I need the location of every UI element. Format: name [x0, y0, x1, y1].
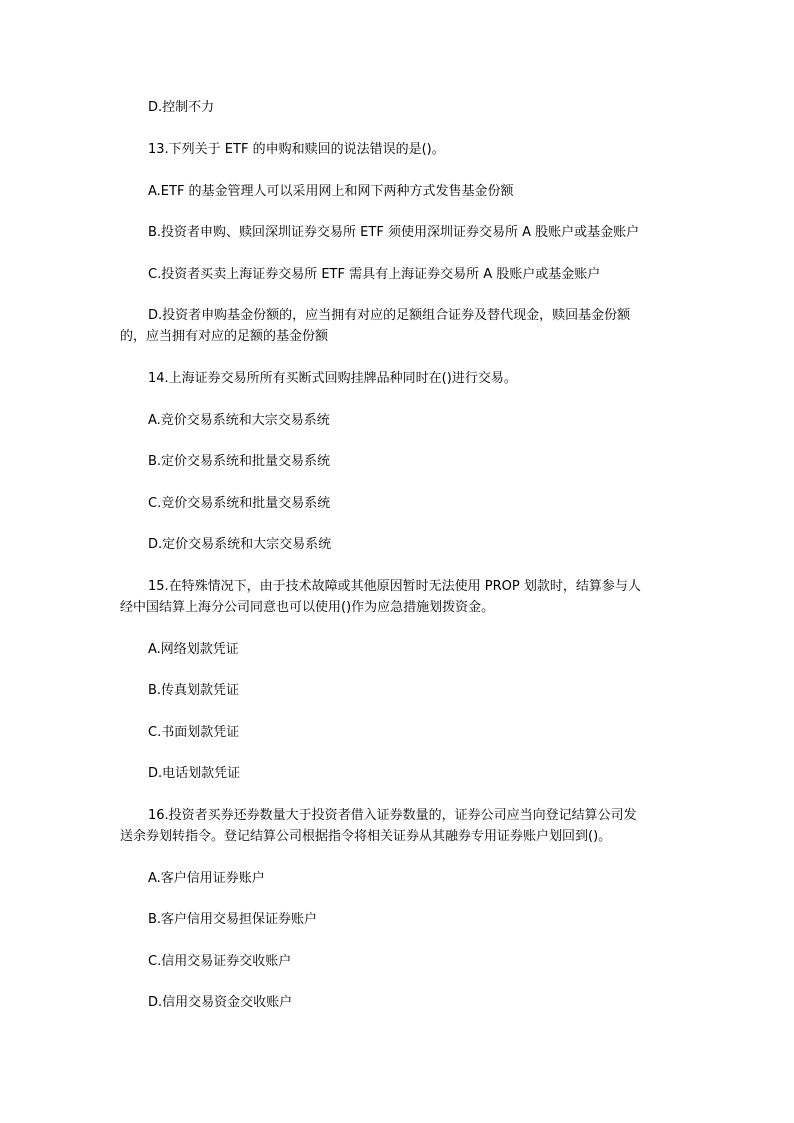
option-d-q14: D.定价交易系统和大宗交易系统	[148, 537, 332, 552]
option-d-q12: D.控制不力	[148, 100, 215, 115]
question-15-continued: 经中国结算上海分公司同意也可以使用()作为应急措施划拨资金。	[120, 600, 495, 615]
option-b-q13: B.投资者申购、赎回深圳证券交易所 ETF 须使用深圳证券交易所 A 股账户或基金账户	[148, 225, 640, 240]
question-13: 13.下列关于 ETF 的申购和赎回的说法错误的是()。	[148, 142, 445, 157]
option-c-q15: C.书面划款凭证	[148, 725, 240, 740]
option-d-q13-continued: 的，应当拥有对应的足额的基金份额	[120, 329, 329, 344]
option-a-q15: A.网络划款凭证	[148, 642, 239, 657]
option-c-q14: C.竞价交易系统和批量交易系统	[148, 496, 331, 511]
option-a-q16: A.客户信用证券账户	[148, 871, 265, 886]
option-d-q15: D.电话划款凭证	[148, 766, 241, 781]
question-16-continued: 送余券划转指令。登记结算公司根据指令将相关证券从其融券专用证券账户划回到()。	[120, 829, 612, 844]
option-b-q14: B.定价交易系统和批量交易系统	[148, 454, 331, 469]
option-c-q16: C.信用交易证券交收账户	[148, 954, 292, 969]
question-16: 16.投资者买券还券数量大于投资者借入证券数量的，证券公司应当向登记结算公司发	[148, 808, 637, 823]
option-a-q14: A.竞价交易系统和大宗交易系统	[148, 413, 330, 428]
option-b-q15: B.传真划款凭证	[148, 683, 240, 698]
question-14: 14.上海证券交易所所有买断式回购挂牌品种同时在()进行交易。	[148, 371, 517, 386]
option-a-q13: A.ETF 的基金管理人可以采用网上和网下两种方式发售基金份额	[148, 184, 514, 199]
option-b-q16: B.客户信用交易担保证券账户	[148, 912, 318, 927]
option-d-q13: D.投资者申购基金份额的，应当拥有对应的足额组合证券及替代现金，赎回基金份额	[148, 308, 631, 323]
option-d-q16: D.信用交易资金交收账户	[148, 995, 293, 1010]
option-c-q13: C.投资者买卖上海证券交易所 ETF 需具有上海证券交易所 A 股账户或基金账户	[148, 267, 601, 282]
question-15: 15.在特殊情况下，由于技术故障或其他原因暂时无法使用 PROP 划款时，结算参与人	[148, 579, 641, 594]
